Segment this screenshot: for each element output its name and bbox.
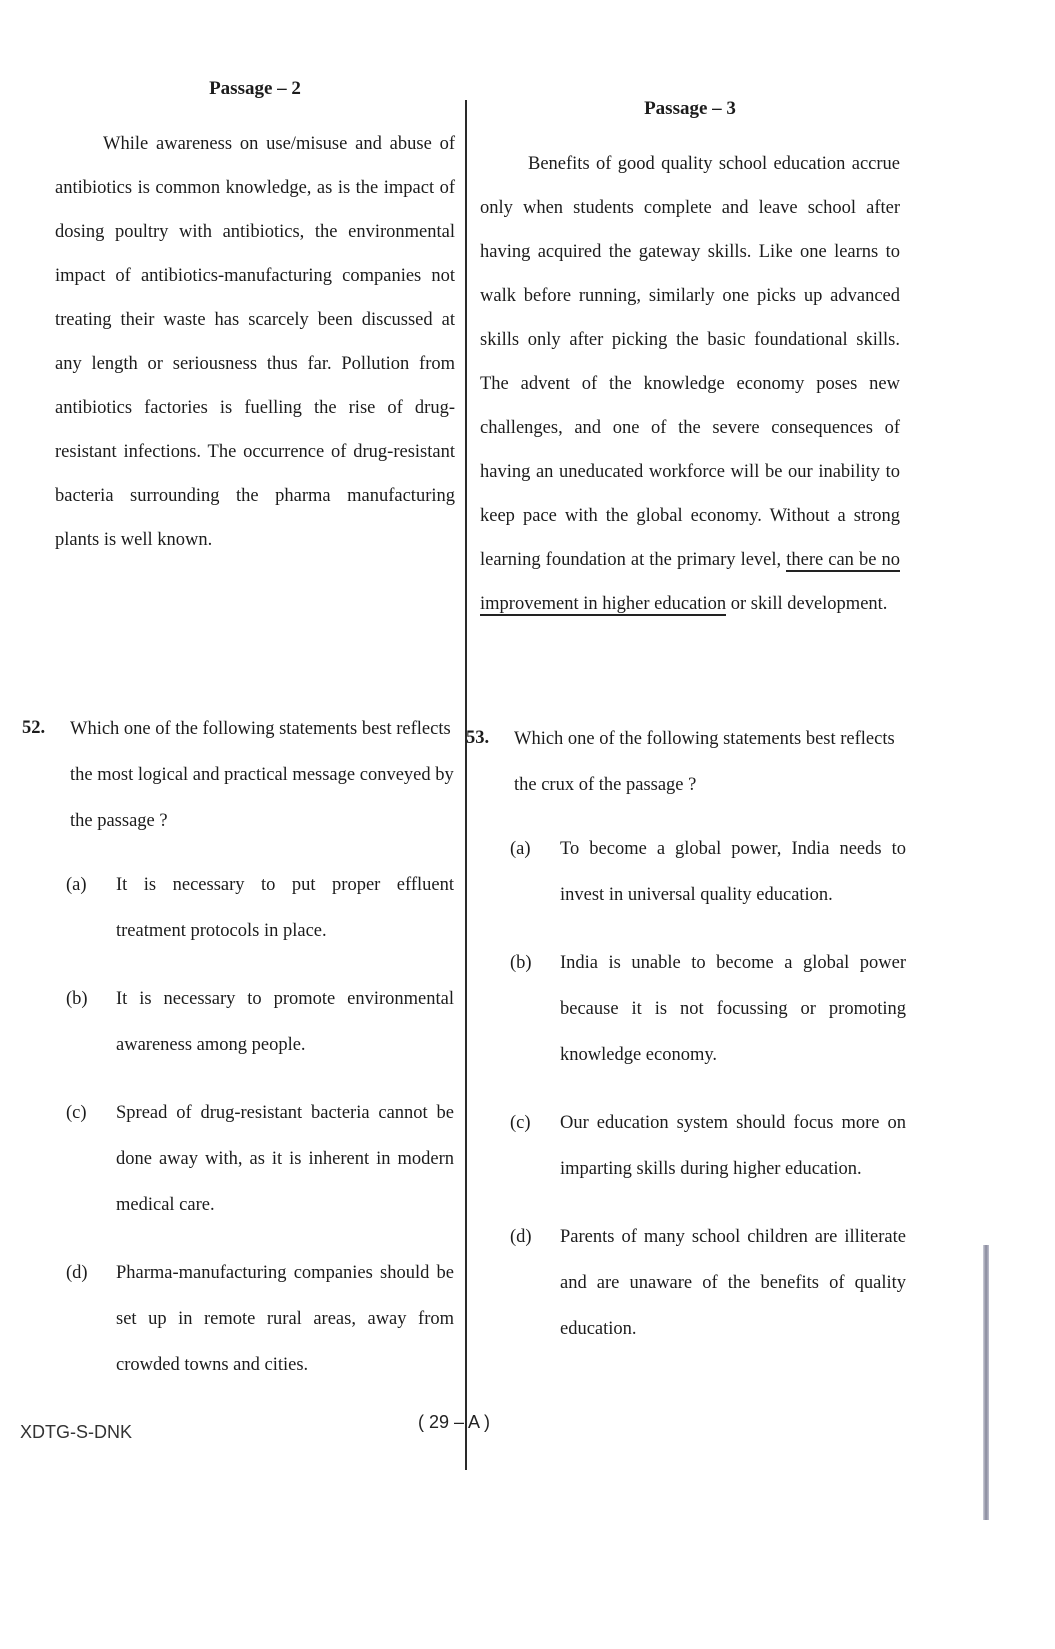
option-d[interactable] [510,1214,906,1352]
option-text: Parents of many school children are illiterate and are unaware of the benefits of quality education. [560,1227,906,1339]
scan-edge-mark [983,1245,989,1520]
option-b[interactable] [66,976,454,1068]
question-52 [22,718,454,1410]
question-text: Which one of the following statements best reflects the crux of the passage ? [514,729,895,795]
passage-2-title: Passage – 2 [209,78,301,99]
option-d[interactable] [66,1250,454,1388]
option-a[interactable] [66,862,454,954]
option-text: Pharma-manufacturing companies should be set up in remote rural areas, away from crowded towns and cities. [116,1263,454,1375]
option-label: (c) [66,1103,87,1123]
option-text: India is unable to become a global power because it is not focussing or promoting knowledge economy. [560,953,906,1065]
options-list [466,826,906,1352]
passage-3 [480,98,900,626]
option-text: Spread of drug-resistant bacteria cannot be done away with, as it is inherent in modern medical care. [116,1103,454,1215]
option-label: (c) [510,1113,531,1133]
passage-3-body [480,142,900,626]
passage-2-body: While awareness on use/misuse and abuse of antibiotics is common knowledge, as is the impact of dosing poultry with antibiotics, the environmental impact of antibiotics-manufacturing companies not treating their waste has scarcely been discussed at any length or seriousness thus far. Pollution from antibiotics factories is fuelling the rise of drug-resistant infections. The occurrence of drug-resistant bacteria surrounding the pharma manufacturing plants is well known. [55,134,455,550]
option-text: To become a global power, India needs to invest in universal quality education. [560,839,906,905]
option-label: (d) [66,1263,88,1283]
option-label: (b) [510,953,532,973]
page-number: ( 29 – A ) [418,1412,491,1432]
option-b[interactable] [510,940,906,1078]
passage-3-end: or skill development. [726,594,888,614]
passage-3-underlined: there can be no improvement in higher education [480,550,901,614]
option-label: (d) [510,1227,532,1247]
passage-3-text: Benefits of good quality school education accrue only when students complete and leave school after having acquired the gateway skills. Like one learns to walk before running, similarly one picks up advanced skills only after picking the basic foundational skills. The advent of the knowledge economy poses new challenges, and one of the severe consequences of having an uneducated workforce will be our inability to keep pace with the global economy. Without a strong learning foundation at the primary level, [480,154,900,570]
passage-3-title: Passage – 3 [644,98,736,119]
option-text: Our education system should focus more on imparting skills during higher education. [560,1113,906,1179]
question-number: 53. [466,728,490,748]
option-c[interactable] [510,1100,906,1192]
option-label: (a) [66,875,87,895]
option-label: (a) [510,839,531,859]
option-text: It is necessary to put proper effluent treatment protocols in place. [116,875,454,941]
question-53 [466,728,906,1374]
option-text: It is necessary to promote environmental awareness among people. [116,989,454,1055]
paper-code: XDTG-S-DNK [20,1422,132,1442]
option-c[interactable] [66,1090,454,1228]
options-list [22,862,454,1388]
question-text: Which one of the following statements best reflects the most logical and practical message conveyed by the passage ? [70,719,454,831]
option-a[interactable] [510,826,906,918]
passage-2 [55,78,455,562]
question-number: 52. [22,718,46,738]
option-label: (b) [66,989,88,1009]
